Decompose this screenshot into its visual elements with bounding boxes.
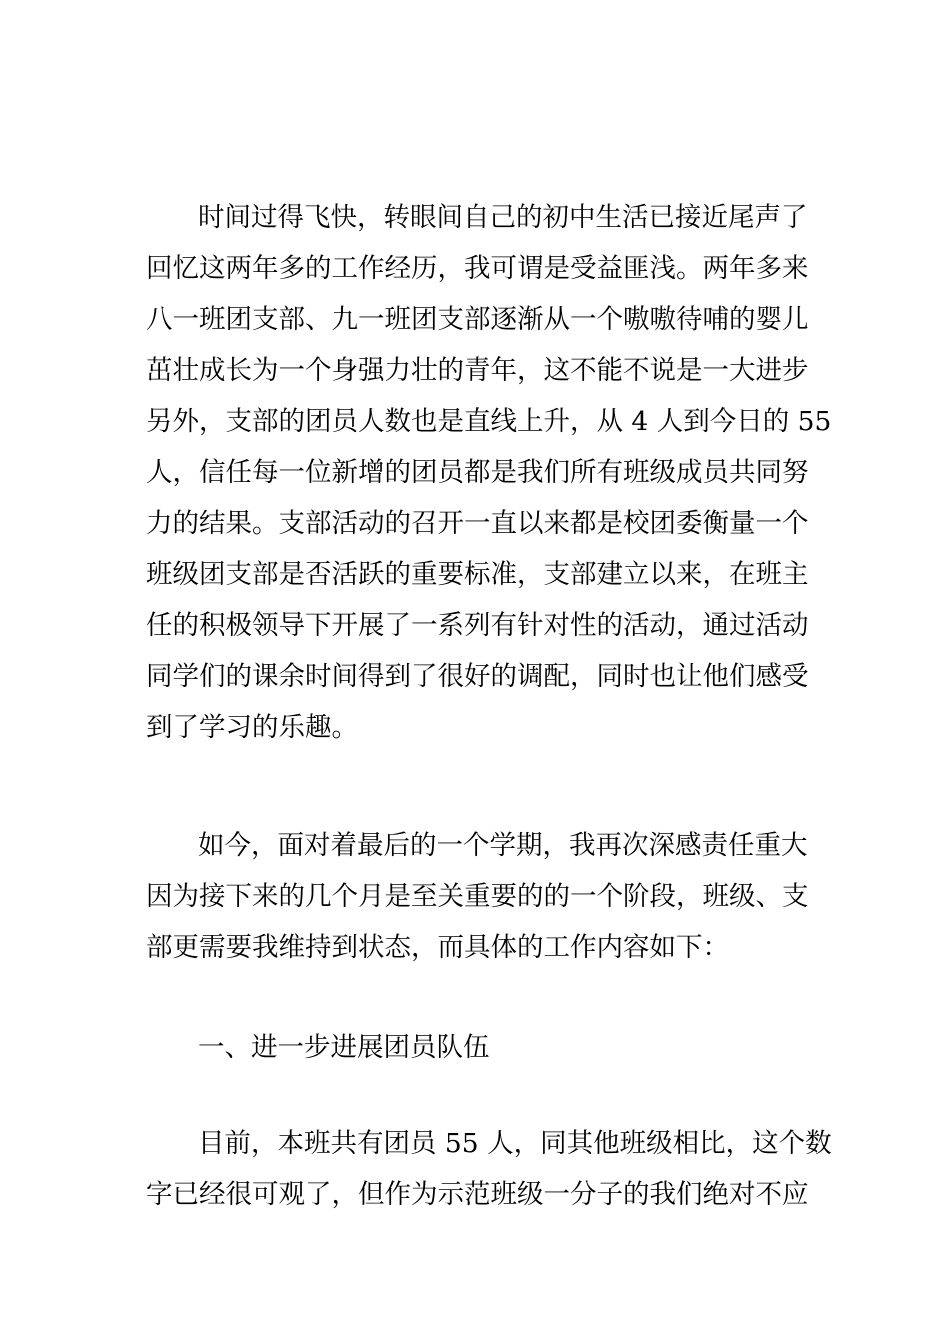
paragraph-line: 人，信任每一位新增的团员都是我们所有班级成员共同努 [146, 457, 809, 488]
paragraph-2 [146, 820, 809, 973]
paragraph-line: 到了学习的乐趣。 [146, 712, 358, 743]
paragraph-line: 八一班团支部、九一班团支部逐渐从一个嗷嗷待哺的婴儿 [146, 304, 809, 335]
paragraph-3 [146, 1118, 832, 1220]
section-heading [146, 1022, 806, 1073]
paragraph-line: 字已经很可观了，但作为示范班级一分子的我们绝对不应 [146, 1179, 809, 1210]
paragraph-line: 力的结果。支部活动的召开一直以来都是校团委衡量一个 [146, 508, 809, 539]
paragraph-line: 班级团支部是否活跃的重要标准，支部建立以来，在班主 [146, 559, 809, 590]
paragraph-line: 部更需要我维持到状态，而具体的工作内容如下： [146, 932, 729, 963]
paragraph-line: 任的积极领导下开展了一系列有针对性的活动，通过活动 [146, 610, 809, 641]
paragraph-line: 如今，面对着最后的一个学期，我再次深感责任重大 [198, 830, 808, 861]
paragraph-line: 时间过得飞快，转眼间自己的初中生活已接近尾声了 [198, 202, 808, 233]
paragraph-line: 另外，支部的团员人数也是直线上升，从 4 人到今日的 55 [146, 406, 832, 437]
paragraph-line: 目前，本班共有团员 55 人，同其他班级相比，这个数 [198, 1128, 832, 1159]
section-heading-text: 一、进一步进展团员队伍 [198, 1032, 490, 1063]
paragraph-line: 因为接下来的几个月是至关重要的的一个阶段，班级、支 [146, 881, 809, 912]
paragraph-1 [146, 192, 832, 753]
paragraph-line: 茁壮成长为一个身强力壮的青年，这不能不说是一大进步 [146, 355, 809, 386]
paragraph-line: 同学们的课余时间得到了很好的调配，同时也让他们感受 [146, 661, 809, 692]
paragraph-line: 回忆这两年多的工作经历，我可谓是受益匪浅。两年多来 [146, 253, 809, 284]
